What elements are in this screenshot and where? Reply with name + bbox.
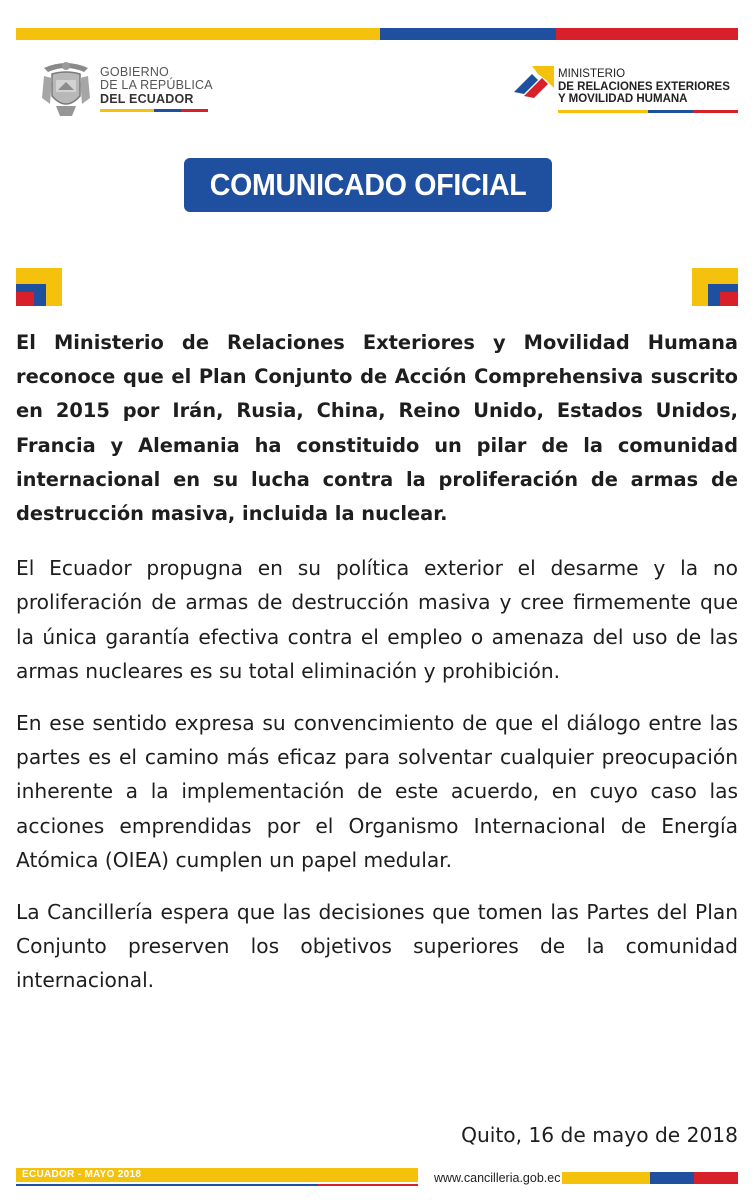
ministry-line2: DE RELACIONES EXTERIORES <box>558 80 730 93</box>
statement-body <box>16 326 738 1016</box>
ministry-flag-arrow-icon <box>512 62 556 106</box>
ministry-logo <box>512 62 738 113</box>
paragraph-disarmament: El Ecuador propugna en su política exterior el desarme y la no proliferación de armas de destrucción masiva y cree firmemente que la única garantía efectiva contra el empleo o amenaza del uso de las armas nucleares es su total eliminación y prohibición. <box>16 556 738 683</box>
footer-left-band <box>16 1168 418 1188</box>
government-line2: DE LA REPÚBLICA <box>100 78 213 93</box>
ministry-color-stripe <box>558 110 738 113</box>
footer-website-link[interactable]: www.cancilleria.gob.ec <box>434 1171 561 1185</box>
top-color-bar <box>16 28 738 40</box>
paragraph-expectation: La Cancillería espera que las decisiones que tomen las Partes del Plan Conjunto preserven los objetivos superiores de la comunidad internacional. <box>16 900 738 993</box>
government-color-stripe <box>100 109 208 112</box>
government-line1: GOBIERNO <box>100 64 169 79</box>
ecuador-coat-of-arms-icon <box>38 58 94 120</box>
footer-right-color-bar <box>562 1172 738 1184</box>
ministry-line3: Y MOVILIDAD HUMANA <box>558 93 688 105</box>
top-bar-blue <box>380 28 556 40</box>
ministry-line1: MINISTERIO <box>558 68 626 80</box>
dateline: Quito, 16 de mayo de 2018 <box>461 1123 738 1147</box>
right-corner-flag-icon <box>692 268 738 306</box>
lead-paragraph: El Ministerio de Relaciones Exteriores y Movilidad Humana reconoce que el Plan Conjunto de Acción Comprehensiva suscrito en 2015 por Irán, Rusia, China, Reino Unido, Estados Unidos, Francia y Alemania ha constituido un pilar de la comunidad internacional en su lucha contra la proliferación de armas de destrucción masiva, incluida la nuclear. <box>16 331 738 526</box>
government-line3: DEL ECUADOR <box>100 91 194 106</box>
left-corner-flag-icon <box>16 268 62 306</box>
official-statement-banner <box>184 158 552 212</box>
top-bar-yellow <box>16 28 380 40</box>
footer-date-label: ECUADOR - MAYO 2018 <box>22 1169 142 1180</box>
top-bar-red <box>556 28 738 40</box>
government-logo <box>38 58 213 120</box>
paragraph-dialogue: En ese sentido expresa su convencimiento de que el diálogo entre las partes es el camino más eficaz para solventar cualquier preocupación inherente a la implementación de este acuerdo, en cuyo caso las acciones emprendidas por el Organismo Internacional de Energía Atómica (OIEA) cumplen un papel medular. <box>16 711 738 872</box>
banner-title: COMUNICADO OFICIAL <box>209 167 527 202</box>
